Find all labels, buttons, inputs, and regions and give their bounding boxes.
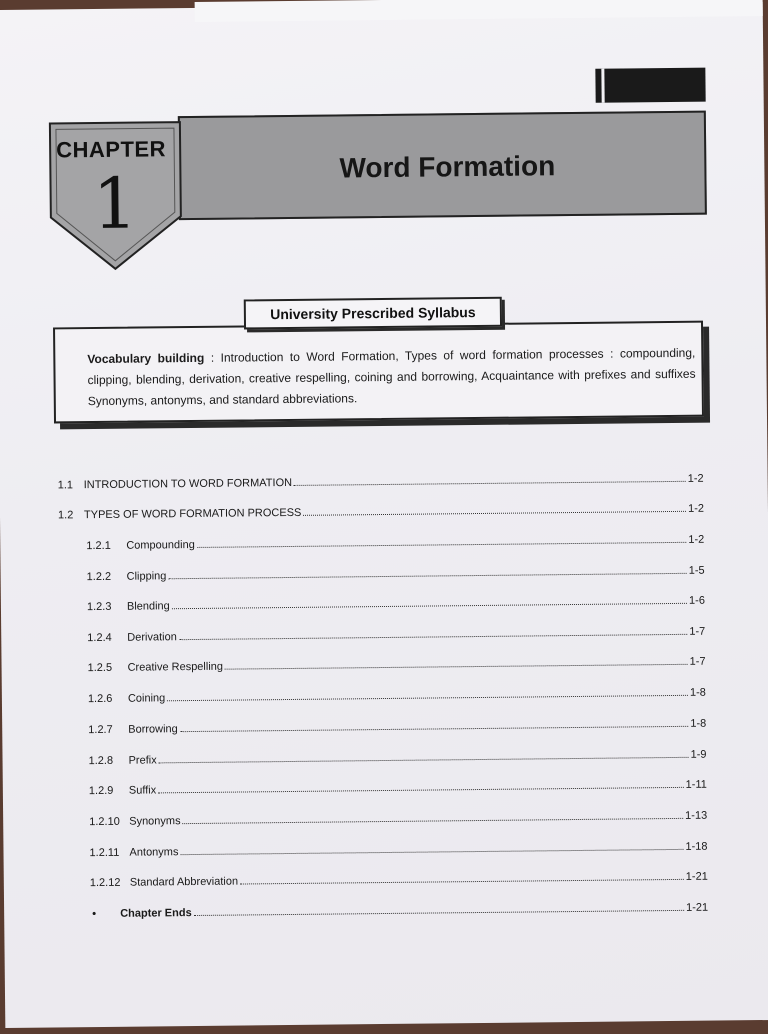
toc-leader [197, 541, 687, 548]
toc-entry-chapter-ends[interactable] [90, 898, 708, 920]
toc-entry[interactable] [88, 714, 706, 736]
toc-title: Blending [126, 600, 170, 613]
toc-number: 1.2.4 [87, 631, 112, 645]
toc-entry[interactable] [86, 530, 704, 552]
toc-title: Creative Respelling [127, 660, 224, 674]
chapter-number: 1 [92, 162, 138, 246]
toc-title: TYPES OF WORD FORMATION PROCESS [83, 506, 302, 522]
toc-page: 1-8 [690, 717, 707, 730]
chapter-label: CHAPTER [56, 136, 167, 163]
toc-title: Compounding [126, 538, 195, 552]
toc-entry[interactable] [88, 683, 706, 705]
toc-leader [180, 848, 683, 855]
toc-entry[interactable] [89, 775, 707, 797]
toc-number: 1.2.12 [89, 876, 121, 890]
toc-leader [194, 909, 684, 916]
bullet-icon: • [92, 908, 97, 921]
document-page [0, 2, 768, 1028]
toc-page: 1-9 [690, 748, 707, 761]
toc-leader [183, 817, 684, 824]
toc-leader [240, 878, 684, 885]
syllabus-body: : Introduction to Word Formation, Types of word formation processes : compounding, clipping, blending, derivation, creative respelling, coining and borrowing, Acquaintance with prefixes and suffixes Synonyms, antonyms, and standard abbreviations. [87, 345, 696, 409]
toc-title: Chapter Ends [120, 907, 192, 920]
toc-leader [167, 694, 688, 701]
toc-number: 1.2.8 [88, 754, 114, 768]
toc-page: 1-5 [688, 564, 705, 577]
toc-title: Synonyms [129, 815, 181, 828]
toc-leader [158, 786, 683, 794]
toc-number: 1.2.6 [87, 692, 113, 706]
toc-number: 1.2.7 [88, 723, 113, 737]
table-of-contents [0, 2, 768, 1034]
toc-page: 1-7 [689, 655, 706, 668]
toc-entry[interactable] [89, 806, 707, 828]
toc-title: Standard Abbreviation [129, 875, 239, 889]
toc-title: Coining [127, 692, 166, 705]
toc-page: 1-8 [689, 686, 706, 699]
toc-page: 1-7 [689, 625, 706, 638]
toc-page: 1-13 [685, 809, 708, 822]
toc-title: Clipping [126, 570, 167, 583]
syllabus-lead: Vocabulary building [87, 350, 205, 367]
toc-entry[interactable] [87, 561, 705, 583]
toc-title: INTRODUCTION TO WORD FORMATION [83, 476, 293, 492]
toc-leader [180, 725, 689, 732]
toc-entry[interactable] [90, 867, 708, 889]
toc-number: 1.2.1 [86, 539, 111, 553]
toc-number: 1.2.3 [86, 600, 112, 614]
toc-number: 1.2.5 [87, 661, 113, 675]
toc-entry[interactable] [87, 622, 705, 644]
toc-title: Prefix [128, 754, 157, 767]
toc-page: 1-2 [687, 472, 704, 485]
toc-number: 1.2.11 [89, 846, 120, 860]
toc-entry[interactable] [87, 652, 705, 674]
toc-title: Suffix [128, 784, 157, 797]
toc-page: 1-11 [685, 778, 707, 791]
toc-number: 1.2.2 [86, 570, 112, 584]
toc-title: Antonyms [129, 846, 179, 859]
toc-entry[interactable] [87, 591, 705, 613]
toc-leader [168, 572, 686, 579]
chapter-title: Word Formation [339, 150, 556, 184]
toc-entry[interactable] [58, 469, 704, 492]
syllabus-heading: University Prescribed Syllabus [244, 297, 502, 330]
toc-page: 1-6 [688, 594, 705, 607]
toc-entry[interactable] [88, 745, 706, 767]
toc-page: 1-21 [686, 901, 709, 914]
toc-entry[interactable] [58, 499, 704, 522]
toc-number: 1.2.9 [88, 784, 114, 798]
toc-leader [294, 480, 686, 486]
toc-page: 1-2 [688, 533, 705, 546]
toc-number: 1.1 [57, 479, 74, 492]
toc-title: Derivation [127, 631, 177, 644]
toc-number: 1.2 [57, 509, 74, 522]
toc-entry[interactable] [89, 837, 707, 859]
toc-page: 1-2 [687, 502, 705, 515]
toc-leader [179, 633, 688, 640]
toc-leader [159, 756, 689, 764]
toc-number: 1.2.10 [89, 815, 120, 829]
toc-leader [303, 510, 686, 516]
toc-leader [172, 602, 687, 609]
toc-leader [225, 663, 688, 670]
toc-page: 1-21 [685, 870, 708, 883]
toc-page: 1-18 [685, 840, 708, 853]
toc-title: Borrowing [128, 723, 178, 736]
